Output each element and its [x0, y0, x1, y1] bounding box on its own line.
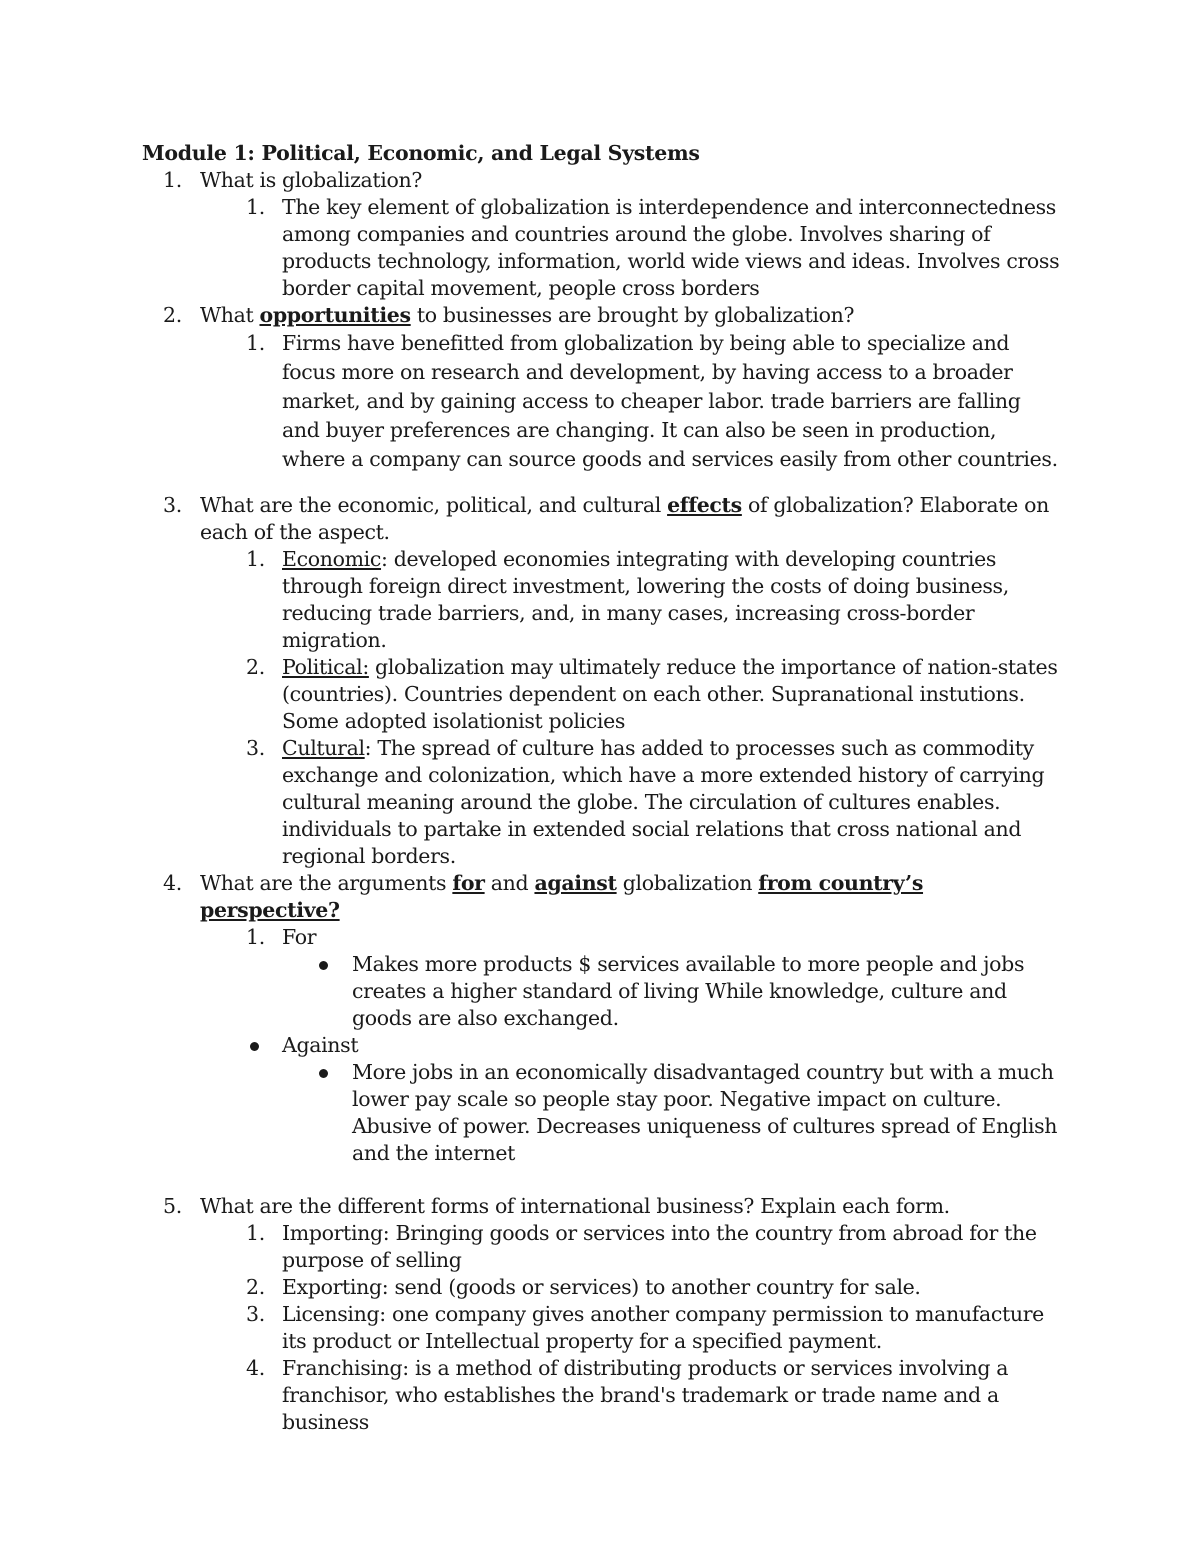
answer-label: Cultural: [282, 736, 365, 760]
answer-3-3: [142, 735, 1062, 870]
question-number: 4.: [163, 871, 182, 895]
answer-3-1: [142, 546, 1062, 654]
question-1: [142, 167, 1062, 194]
answer-4-for: [142, 924, 1062, 951]
question-2: [142, 302, 1062, 329]
for-bullet: [142, 951, 1062, 1032]
answer-text: Franchising: is a method of distributing products or services involving a franchisor, who establishes the brand's trademark or trade name and a business: [282, 1356, 1009, 1434]
bullet-icon: [319, 1069, 328, 1078]
against-bullet: [142, 1059, 1062, 1167]
question-keyword-against: against: [534, 871, 617, 895]
answer-label: Against: [282, 1033, 359, 1057]
answer-number: 4.: [246, 1356, 265, 1380]
question-text-pre: What are the arguments: [200, 871, 453, 895]
question-text-pre: What are the economic, political, and cultural: [200, 493, 668, 517]
answer-number: 1.: [246, 547, 265, 571]
question-text-mid2: globalization: [616, 871, 759, 895]
answer-text: Importing: Bringing goods or services into the country from abroad for the purpose of selling: [282, 1221, 1037, 1272]
question-number: 1.: [163, 168, 182, 192]
question-4: [142, 870, 1062, 924]
question-3: [142, 492, 1062, 546]
question-text-post: to businesses are brought by globalization?: [410, 303, 855, 327]
bullet-text: Makes more products $ services available to more people and jobs creates a higher standard of living While knowledge, culture and goods are also exchanged.: [352, 952, 1025, 1030]
answer-number: 2.: [246, 655, 265, 679]
answer-text: Licensing: one company gives another company permission to manufacture its product or Intellectual property for a specified payment.: [282, 1302, 1044, 1353]
answer-number: 3.: [246, 736, 265, 760]
answer-label: Economic: [282, 547, 382, 571]
bullet-icon: [250, 1042, 259, 1051]
question-text-mid: and: [484, 871, 535, 895]
question-5: [142, 1193, 1062, 1220]
bullet-icon: [319, 961, 328, 970]
answer-5-1: [142, 1220, 1062, 1274]
answer-4-against: [142, 1032, 1062, 1059]
answer-text: : developed economies integrating with developing countries through foreign direct investment, lowering the costs of doing business, reducing trade barriers, and, in many cases, increasing cross-border migration.: [282, 547, 1009, 652]
answer-text: The key element of globalization is interdependence and interconnectedness among companies and countries around the globe. Involves sharing of products technology, information, world wide views and ideas. Involves cross border capital movement, people cross borders: [282, 195, 1060, 300]
answer-number: 1.: [246, 1221, 265, 1245]
bullet-text: More jobs in an economically disadvantaged country but with a much lower pay scale so people stay poor. Negative impact on culture. Abusive of power. Decreases uniqueness of cultures spread of English and the internet: [352, 1060, 1058, 1165]
answer-number: 1.: [246, 331, 265, 355]
question-text-pre: What: [200, 303, 260, 327]
answer-number: 3.: [246, 1302, 265, 1326]
question-keyword: opportunities: [259, 303, 411, 327]
question-keyword-perspective: from country’s perspective?: [200, 871, 924, 922]
answer-text: Firms have benefitted from globalization by being able to specialize and focus more on research and development, by having access to a broader market, and by gaining access to cheaper labor. trade barriers are falling and buyer preferences are changing. It can also be seen in production, where a company can source goods and services easily from other countries.: [282, 331, 1058, 471]
answer-5-2: [142, 1274, 1062, 1301]
answer-3-2: [142, 654, 1062, 735]
question-number: 5.: [163, 1194, 182, 1218]
answer-label: Political:: [282, 655, 369, 679]
answer-5-3: [142, 1301, 1062, 1355]
answer-text: : The spread of culture has added to processes such as commodity exchange and colonization, which have a more extended history of carrying cultural meaning around the globe. The circulation of cultures enables. individuals to partake in extended social relations that cross national and regional borders.: [282, 736, 1045, 868]
question-text-post: of globalization? Elaborate on each of the aspect.: [200, 493, 1049, 544]
answer-5-4: [142, 1355, 1062, 1436]
answer-number: 1.: [246, 195, 265, 219]
question-number: 2.: [163, 303, 182, 327]
document-page: [142, 140, 1062, 1436]
answer-number: 2.: [246, 1275, 265, 1299]
answer-text: Exporting: send (goods or services) to another country for sale.: [282, 1275, 921, 1299]
question-keyword: effects: [667, 493, 742, 517]
answer-1-1: [142, 194, 1062, 302]
page-title: Module 1: Political, Economic, and Legal Systems: [142, 141, 700, 165]
question-text: What are the different forms of international business? Explain each form.: [200, 1194, 950, 1218]
answer-text: globalization may ultimately reduce the importance of nation-states (countries). Countries dependent on each other. Supranational instutions. Some adopted isolationist policies: [282, 655, 1058, 733]
answer-label: For: [282, 925, 317, 949]
question-keyword-for: for: [452, 871, 485, 895]
answer-2-1: [142, 329, 1062, 474]
answer-number: 1.: [246, 925, 265, 949]
question-text: What is globalization?: [200, 168, 422, 192]
question-number: 3.: [163, 493, 182, 517]
